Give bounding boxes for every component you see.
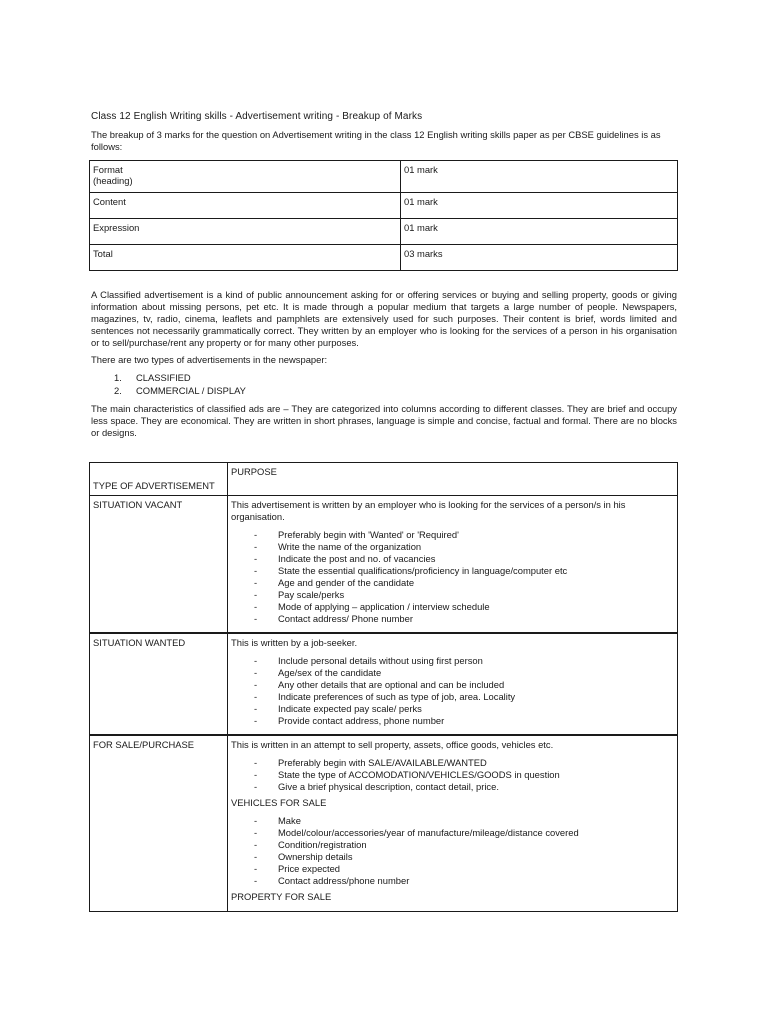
list-item: - Condition/registration [231,839,674,851]
list-item: - Contact address/phone number [231,875,674,887]
list-item: - State the essential qualifications/proficiency in language/computer etc [231,565,674,577]
classified-paragraph: A Classified advertisement is a kind of public announcement asking for or offering services or buying and selling property, goods or giving information about missing persons, pet etc. It is made through a popular medium that targets a large number of people. Newspapers, magazines, tv, radio, cinema, leaflets and pamphlets are extensively used for such purposes. Their content is brief, words limited and sentences not necessarily grammatically correct. They written by an employer who is looking for the services of a person in his organisation or to sell/purchase/rent any property or for many other purposes. [91,289,677,348]
ad-type-cell: SITUATION WANTED [90,634,228,735]
types-list [114,372,246,397]
list-item: 1. CLASSIFIED [114,372,191,383]
marks-value-cell: 03 marks [401,245,678,271]
list-item: - Age/sex of the candidate [231,667,674,679]
sub-heading-vehicles: VEHICLES FOR SALE [231,797,327,808]
list-item: - Model/colour/accessories/year of manufacture/mileage/distance covered [231,827,674,839]
table-row [90,736,678,912]
table-row [90,193,678,219]
sub-heading-property: PROPERTY FOR SALE [231,891,332,902]
marks-item-cell: Total [90,245,401,271]
ad-type-cell: FOR SALE/PURCHASE [90,736,228,912]
list-item: - Ownership details [231,851,674,863]
table-row [90,245,678,271]
list-item: - Preferably begin with SALE/AVAILABLE/WANTED [231,757,674,769]
points-list [231,529,674,625]
list-item: - Indicate the post and no. of vacancies [231,553,674,565]
points-list [231,655,674,727]
list-item: - State the type of ACCOMODATION/VEHICLES/GOODS in question [231,769,674,781]
table-row [90,219,678,245]
marks-item-cell: Format (heading) [90,161,401,193]
list-item: - Indicate expected pay scale/ perks [231,703,674,715]
table-row [90,634,678,735]
list-item: - Make [231,815,674,827]
list-item: - Indicate preferences of such as type of job, area. Locality [231,691,674,703]
table-row [90,161,678,193]
marks-value-cell: 01 mark [401,161,678,193]
marks-table [89,160,678,271]
marks-item-cell: Expression [90,219,401,245]
ad-type-cell: SITUATION VACANT [90,496,228,633]
list-item: - Age and gender of the candidate [231,577,674,589]
advertisement-types-table [89,462,678,912]
list-item: - Price expected [231,863,674,875]
list-item: - Provide contact address, phone number [231,715,674,727]
points-list [231,815,674,887]
list-item: - Preferably begin with 'Wanted' or 'Required' [231,529,674,541]
purpose-text: This is written by a job-seeker. [231,637,358,648]
list-item: - Any other details that are optional and can be included [231,679,674,691]
marks-item-cell: Content [90,193,401,219]
table-header-row [90,463,678,496]
marks-value-cell: 01 mark [401,219,678,245]
ad-purpose-cell [228,736,678,912]
header-purpose: PURPOSE [228,463,678,496]
list-item: - Contact address/ Phone number [231,613,674,625]
table-row [90,496,678,633]
purpose-text: This advertisement is written by an employer who is looking for the services of a person/s in his organisation. [231,499,626,522]
intro-text: The breakup of 3 marks for the question on Advertisement writing in the class 12 English writing skills paper as per CBSE guidelines is as follows: [91,129,661,152]
list-item: - Give a brief physical description, contact detail, price. [231,781,674,793]
ad-purpose-cell [228,496,678,633]
list-item: - Include personal details without using first person [231,655,674,667]
ad-purpose-cell [228,634,678,735]
list-item: - Write the name of the organization [231,541,674,553]
types-intro: There are two types of advertisements in the newspaper: [91,354,328,365]
purpose-text: This is written in an attempt to sell property, assets, office goods, vehicles etc. [231,739,554,750]
document-heading: Class 12 English Writing skills - Advertisement writing - Breakup of Marks [91,111,423,122]
characteristics-paragraph: The main characteristics of classified ads are – They are categorized into columns according to different classes. They are brief and occupy less space. They are economical. They are written in short phrases, language is simple and concise, factual and formal. There are no blocks or designs. [91,403,677,438]
list-item: 2. COMMERCIAL / DISPLAY [114,384,246,396]
list-item: - Mode of applying – application / interview schedule [231,601,674,613]
points-list [231,757,674,793]
marks-value-cell: 01 mark [401,193,678,219]
header-type: TYPE OF ADVERTISEMENT [90,463,228,496]
list-item: - Pay scale/perks [231,589,674,601]
